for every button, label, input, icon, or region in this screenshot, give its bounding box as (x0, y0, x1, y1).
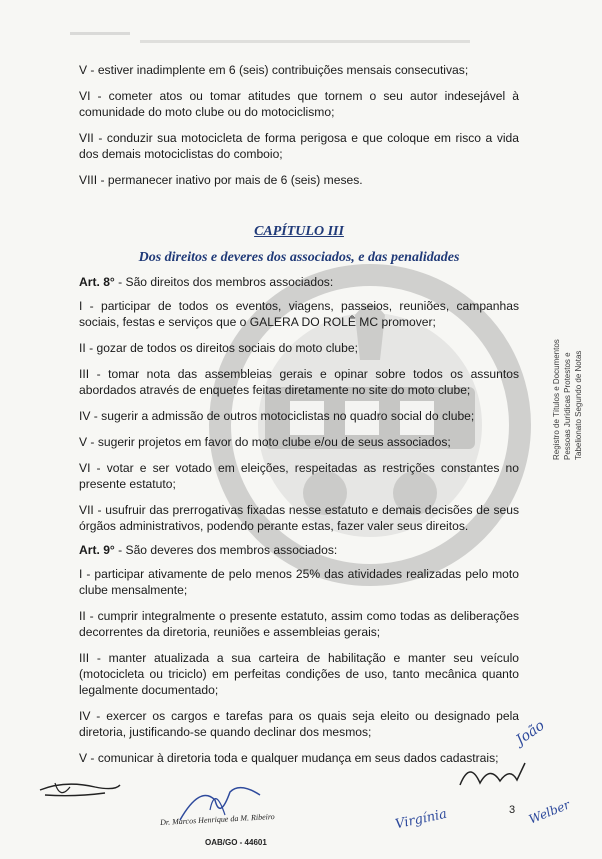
article-text: - São direitos dos membros associados: (114, 275, 334, 289)
chapter-subtitle: Dos direitos e deveres dos associados, e das penalidades (138, 250, 460, 265)
list-item: VI - cometer atos ou tomar atitudes que tornem o seu autor indesejável à comunidade do moto clube ou do motociclismo; (79, 89, 519, 119)
list-item: VI - votar e ser votado em eleições, respeitadas as restrições constantes no presente estatuto; (79, 461, 519, 491)
list-item: VII - usufruir das prerrogativas fixadas nesse estatuto e demais decisões de seus órgãos administrativos, podendo perante estas, fazer valer seus direitos. (79, 503, 519, 533)
registry-stamp-line: Registro de Títulos e Documentos (552, 339, 561, 460)
page-number: 3 (509, 804, 516, 816)
document-body (79, 62, 519, 776)
list-item: V - comunicar à diretoria toda e qualquer mudança em seus dados cadastrais; (79, 751, 499, 765)
list-item: III - manter atualizada a sua carteira de habilitação e manter seu veículo (motocicleta ou triciclo) em perfeitas condições de uso, tanto mecânica quanto legalmente documentado; (79, 651, 519, 697)
list-item: IV - sugerir a admissão de outros motociclistas no quadro social do clube; (79, 409, 475, 423)
list-item: VIII - permanecer inativo por mais de 6 (seis) meses. (79, 173, 363, 187)
list-item: II - gozar de todos os direitos sociais do moto clube; (79, 341, 358, 355)
list-item: III - tomar nota das assembleias gerais e opinar sobre todos os assuntos abordados através de enquetes feitas diretamente no site do moto clube; (79, 367, 519, 397)
bleed-through-text (70, 28, 490, 50)
registry-stamp-line: Pessoas Jurídicas Protestos e (563, 352, 572, 460)
list-item: V - sugerir projetos em favor do moto clube e/ou de seus associados; (79, 435, 451, 449)
article-9-heading (79, 542, 519, 558)
scribble-signature (455, 755, 545, 795)
article-text: - São deveres dos membros associados: (114, 543, 338, 557)
chapter-title: CAPÍTULO III (254, 224, 344, 239)
list-item: I - participar de todos os eventos, viagens, passeios, reuniões, campanhas sociais, festas e serviços que o GALERA DO ROLÊ MC promover; (79, 299, 519, 329)
list-item: II - cumprir integralmente o presente estatuto, assim como todas as deliberações decorrentes da diretoria, reuniões e assembleias gerais; (79, 609, 519, 639)
list-item: IV - exercer os cargos e tarefas para os quais seja eleito ou designado pela diretoria, justificando-se quando declinar dos mesmos; (79, 709, 519, 739)
list-item: V - estiver inadimplente em 6 (seis) contribuições mensais consecutivas; (79, 63, 469, 77)
registry-stamp (552, 330, 602, 530)
signature-welber: Welber (526, 797, 572, 827)
initials-signature (35, 775, 125, 805)
signature-virginia: Virgínia (394, 806, 449, 833)
signature-joao: João (513, 717, 548, 749)
article-8-heading (79, 274, 519, 290)
lawyer-name: Dr. Marcos Henrique da M. Ribeiro (159, 812, 275, 827)
registry-stamp-line: Tabelionato Segundo de Notas (574, 350, 583, 460)
article-label: Art. 8° (79, 275, 115, 289)
list-item: VII - conduzir sua motocicleta de forma perigosa e que coloque em risco a vida dos demais motociclistas do comboio; (79, 131, 519, 161)
lawyer-oab: OAB/GO - 44601 (205, 838, 267, 847)
article-label: Art. 9° (79, 543, 115, 557)
list-item: I - participar ativamente de pelo menos 25% das atividades realizadas pelo moto clube mensalmente; (79, 567, 519, 597)
